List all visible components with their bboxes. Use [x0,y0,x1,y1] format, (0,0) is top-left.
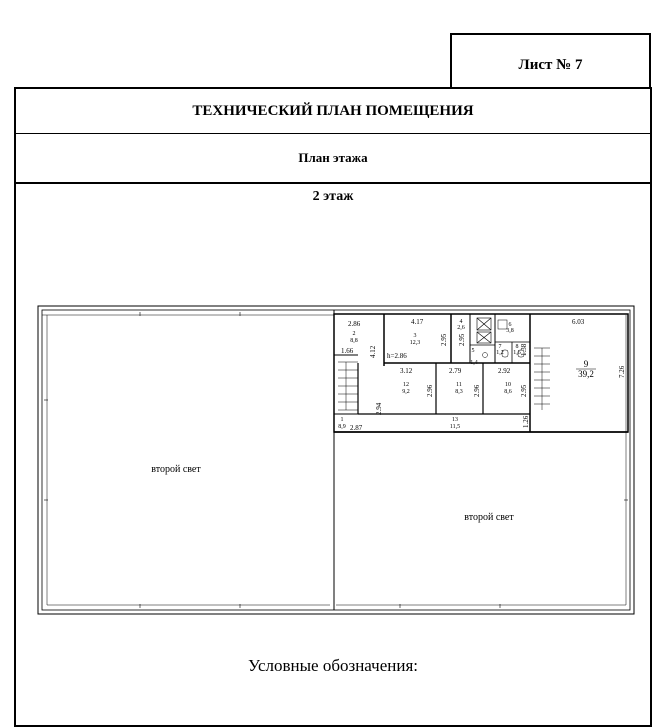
dim: 2.96 [473,384,481,397]
room-number: 5 [471,348,475,354]
dim: 2.87 [350,424,363,432]
dim: 7.26 [618,365,626,378]
dim: 2.94 [375,402,383,415]
dim: 2.92 [498,367,511,375]
floor-label: 2 этаж [312,189,354,204]
room-number: 1 [340,417,344,423]
room-number: 4 [459,319,463,325]
dim: 1.66 [341,347,354,355]
dim: 2.95 [520,384,528,397]
dim: 2.95 [458,333,466,346]
room-area: 8,8 [350,338,358,344]
void-right-label: второй свет [464,512,514,523]
dim: 2.79 [449,367,462,375]
room-area: 1,4 [470,360,478,366]
room-number: 6 [508,322,512,328]
dim: 6.03 [572,318,585,326]
room-area: 39,2 [578,369,594,379]
dim: 1.26 [522,415,530,428]
room-area: 9,2 [402,389,410,395]
room-area: 8,3 [455,389,463,395]
room-area: 1,6 [513,350,521,356]
void-left-label: второй свет [151,464,201,475]
room-number: 13 [452,417,458,423]
dim: h=2.86 [387,352,407,360]
document-title: ТЕХНИЧЕСКИЙ ПЛАН ПОМЕЩЕНИЯ [16,89,650,134]
room-number: 7 [498,344,502,350]
room-number: 3 [413,333,417,339]
room-area: 8,6 [504,389,512,395]
building-outline [38,306,634,614]
legend-title: Условные обозначения: [247,656,419,675]
room-number: 8 [515,344,519,350]
dim: 4.12 [369,345,377,358]
room-number: 10 [505,382,511,388]
room-number: 9 [583,359,589,369]
dim: 2.96 [426,384,434,397]
plan-subtitle: План этажа [16,134,650,184]
room-area: 12,3 [409,340,421,346]
room-area: 8,9 [338,424,346,430]
room-number: 12 [403,382,409,388]
room-number: 2 [352,331,356,337]
dim: 4.17 [411,318,424,326]
room-number: 11 [456,382,462,388]
dim: 1.38 [520,343,528,356]
room-area: 11,5 [449,424,461,430]
room-area: 1,2 [496,350,504,356]
dim: 3.12 [400,367,413,375]
sheet-number: Лист № 7 [518,57,583,73]
room-area: 3,8 [506,328,514,334]
dim: 2.86 [348,320,361,328]
room-area: 2,6 [457,325,465,331]
dim: 2.95 [440,333,448,346]
